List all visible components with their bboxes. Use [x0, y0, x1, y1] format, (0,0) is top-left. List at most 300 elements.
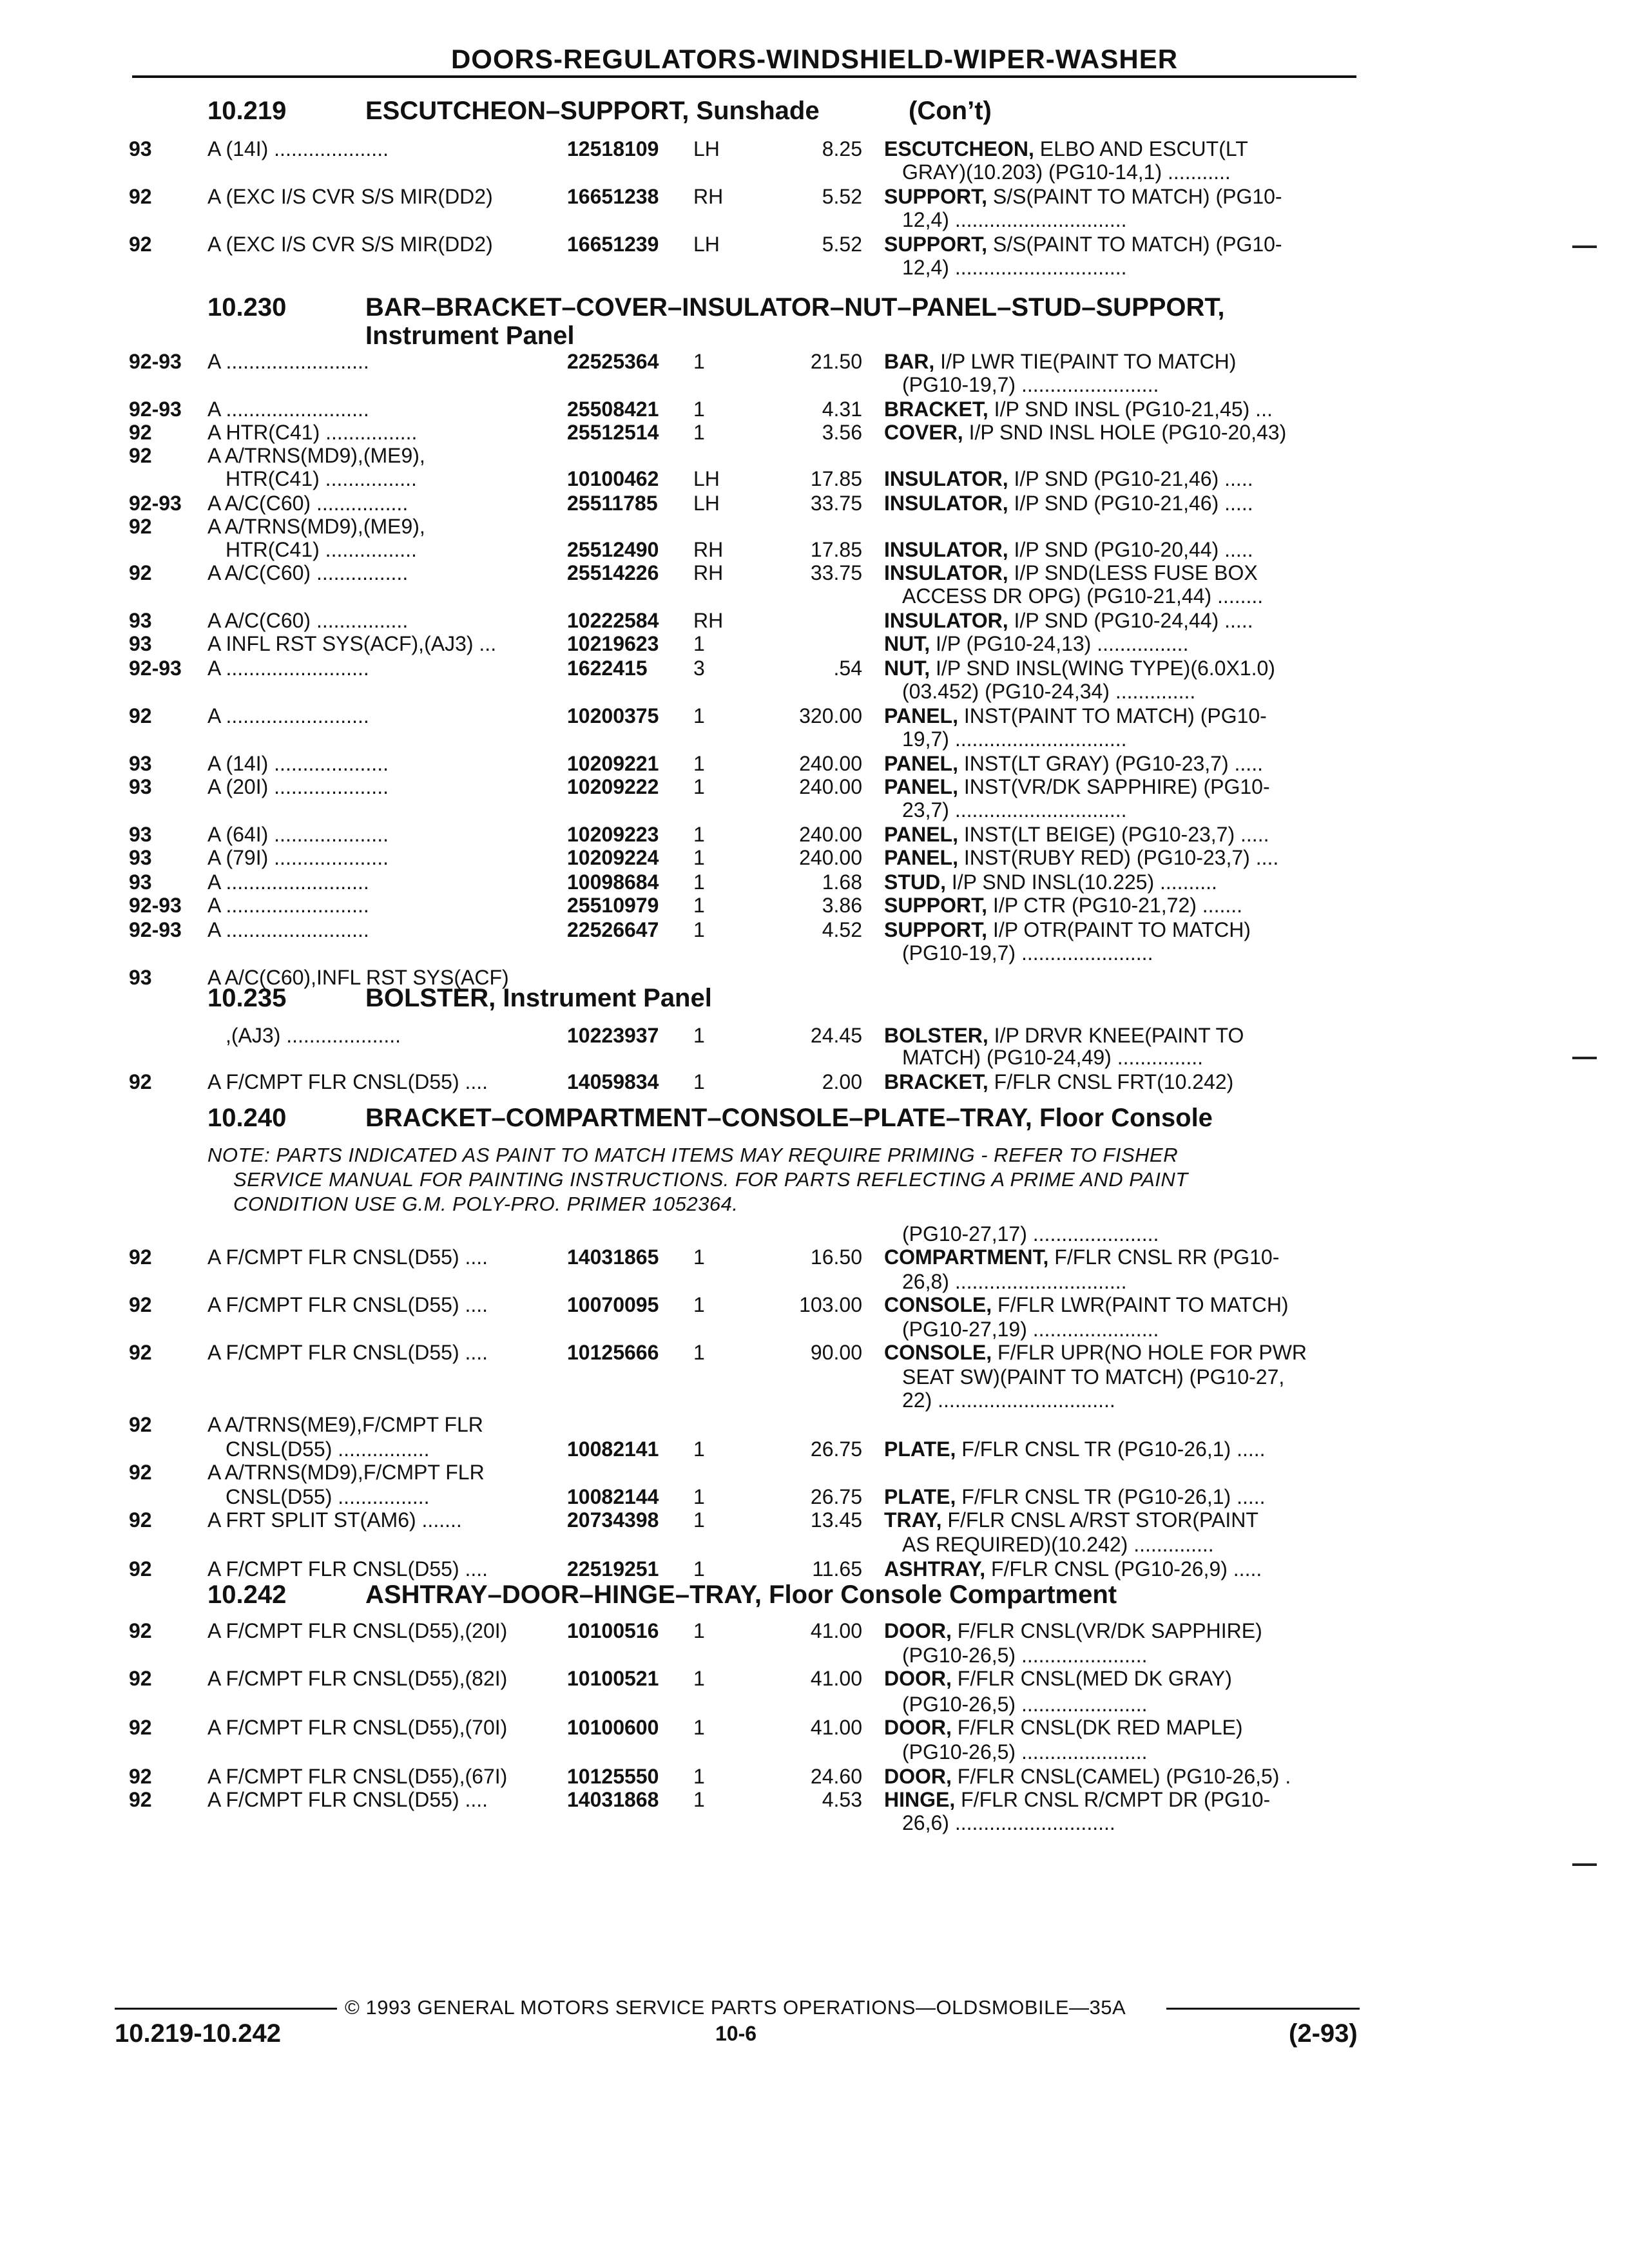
part-number: 25514226 [567, 561, 659, 584]
part-name: STUD, [884, 870, 946, 894]
table-row [0, 1245, 1629, 1271]
part-name: BOLSTER, [884, 1024, 988, 1047]
part-number: 10219623 [567, 632, 659, 655]
footer-date-code: (2-93) [1289, 2019, 1358, 2048]
application: A (14I) .................... [207, 137, 389, 160]
part-name: ESCUTCHEON, [884, 137, 1034, 160]
part-name: PANEL, [884, 775, 958, 798]
table-row [0, 1619, 1629, 1644]
part-number: 10200375 [567, 704, 659, 727]
model-year: 92 [129, 1341, 152, 1364]
table-row [0, 1532, 1629, 1558]
quantity: 1 [693, 1716, 705, 1739]
description [884, 1293, 1289, 1317]
description [902, 584, 1263, 608]
price: 13.45 [810, 1508, 862, 1532]
table-row [0, 1764, 1629, 1790]
part-name: COVER, [884, 421, 963, 444]
application: A A/C(C60) ................ [207, 492, 409, 515]
description [884, 704, 1267, 728]
description-text: (PG10-19,7) ....................... [902, 941, 1153, 965]
quantity: 1 [693, 632, 705, 655]
description-text: 22) ............................... [902, 1389, 1115, 1412]
description-text: S/S(PAINT TO MATCH) (PG10- [987, 233, 1282, 256]
table-row [0, 965, 1629, 991]
price: 41.00 [810, 1619, 862, 1642]
description [884, 845, 1278, 870]
description-text: F/FLR CNSL FRT(10.242) [988, 1070, 1234, 1093]
quantity: LH [693, 492, 720, 515]
part-name: TRAY, [884, 1508, 942, 1532]
part-number: 10082141 [567, 1437, 659, 1461]
application: A ......................... [207, 894, 369, 917]
description [902, 679, 1195, 704]
model-year: 92 [129, 1461, 152, 1484]
description [884, 561, 1258, 585]
description [884, 349, 1236, 374]
edge-mark [1572, 1863, 1597, 1866]
part-name: SUPPORT, [884, 233, 988, 256]
description-text: 26,6) ............................ [902, 1811, 1115, 1834]
table-row [0, 1740, 1629, 1765]
quantity: 1 [693, 894, 705, 917]
footer-rule-left [115, 2008, 337, 2010]
price: 17.85 [810, 467, 862, 490]
description [884, 822, 1269, 847]
quantity: 1 [693, 1557, 705, 1581]
part-name: ASHTRAY, [884, 1557, 986, 1581]
table-row [0, 1508, 1629, 1533]
footer-copyright: © 1993 GENERAL MOTORS SERVICE PARTS OPERATIONS—OLDSMOBILE—35A [345, 1996, 1126, 2019]
price: 240.00 [799, 775, 862, 798]
application: A ......................... [207, 657, 369, 680]
table-row [0, 893, 1629, 919]
table-row [0, 372, 1629, 398]
application: A (79I) .................... [207, 846, 389, 869]
model-year: 92 [129, 421, 152, 444]
description-text: ACCESS DR OPG) (PG10-21,44) ........ [902, 584, 1264, 608]
table-row [0, 184, 1629, 210]
part-name: BRACKET, [884, 398, 988, 421]
description [902, 372, 1159, 397]
model-year: 92 [129, 185, 152, 208]
table-row [0, 1365, 1629, 1390]
part-name: PANEL, [884, 823, 958, 846]
part-number: 16651239 [567, 233, 659, 256]
application: A F/CMPT FLR CNSL(D55) .... [207, 1293, 488, 1316]
part-name: DOOR, [884, 1667, 952, 1690]
section-continued: (Con’t) [909, 97, 992, 125]
table-row [0, 1811, 1629, 1836]
description [884, 631, 1188, 656]
table-row [0, 656, 1629, 682]
description-text: (03.452) (PG10-24,34) .............. [902, 680, 1196, 703]
quantity: 1 [693, 1437, 705, 1461]
part-name: SUPPORT, [884, 185, 988, 208]
price: 16.50 [810, 1245, 862, 1269]
application: A (EXC I/S CVR S/S MIR(DD2) [207, 233, 493, 256]
description-text: F/FLR CNSL(MED DK GRAY) [951, 1667, 1232, 1690]
part-name: BAR, [884, 350, 935, 373]
footer-page-number: 10-6 [715, 2022, 757, 2045]
application: A F/CMPT FLR CNSL(D55) .... [207, 1245, 488, 1269]
application: ,(AJ3) .................... [226, 1024, 401, 1047]
price: 33.75 [810, 561, 862, 584]
quantity: 1 [693, 823, 705, 846]
table-row [0, 1485, 1629, 1510]
part-number: 25512490 [567, 538, 659, 561]
description-text: (PG10-27,19) ...................... [902, 1318, 1159, 1341]
table-row [0, 420, 1629, 446]
price: 90.00 [810, 1341, 862, 1364]
description [902, 160, 1231, 184]
model-year: 92 [129, 1070, 152, 1093]
table-row [0, 466, 1629, 492]
description-text: I/P SND INSL(WING TYPE)(6.0X1.0) [930, 657, 1275, 680]
price: 8.25 [822, 137, 862, 160]
description-text: I/P SND (PG10-20,44) ..... [1008, 538, 1253, 561]
description [884, 491, 1253, 515]
section-title-line: Instrument Panel [365, 322, 575, 350]
price: 4.53 [822, 1788, 862, 1811]
description-text: 12,4) .............................. [902, 208, 1127, 231]
description [884, 1340, 1307, 1365]
part-number: 22526647 [567, 918, 659, 941]
model-year: 92 [129, 1557, 152, 1581]
table-row [0, 941, 1629, 966]
price: 24.60 [810, 1765, 862, 1788]
description-text: F/FLR CNSL R/CMPT DR (PG10- [955, 1788, 1271, 1811]
header-rule [132, 75, 1356, 78]
quantity: RH [693, 538, 724, 561]
table-row [0, 1460, 1629, 1486]
description-text: (PG10-27,17) ...................... [902, 1222, 1159, 1245]
price: 5.52 [822, 185, 862, 208]
table-row [0, 584, 1629, 610]
table-row [0, 1715, 1629, 1741]
table-row [0, 822, 1629, 848]
section-number: 10.240 [207, 1104, 287, 1132]
quantity: 1 [693, 918, 705, 941]
quantity: 1 [693, 1070, 705, 1093]
price: 3.86 [822, 894, 862, 917]
quantity: RH [693, 185, 724, 208]
description [884, 232, 1282, 256]
description [884, 656, 1275, 680]
table-row [0, 1666, 1629, 1692]
description [884, 1023, 1244, 1048]
description [884, 1787, 1270, 1812]
note-line: NOTE: PARTS INDICATED AS PAINT TO MATCH ITEMS MAY REQUIRE PRIMING - REFER TO FISHER [207, 1144, 1179, 1166]
table-row [0, 845, 1629, 871]
description [884, 1437, 1266, 1461]
quantity: 1 [693, 1765, 705, 1788]
part-name: COMPARTMENT, [884, 1245, 1049, 1269]
table-row [0, 1643, 1629, 1669]
description-text: 19,7) .............................. [902, 727, 1127, 751]
footer-rule-right [1166, 2008, 1360, 2010]
description-text: INST(RUBY RED) (PG10-23,7) .... [958, 846, 1279, 869]
price: 4.31 [822, 398, 862, 421]
description [902, 1317, 1159, 1341]
price: 41.00 [810, 1716, 862, 1739]
description-text: AS REQUIRED)(10.242) .............. [902, 1533, 1214, 1556]
description-text: SEAT SW)(PAINT TO MATCH) (PG10-27, [902, 1365, 1285, 1389]
description [902, 1740, 1148, 1764]
application: A ......................... [207, 918, 369, 941]
model-year: 92 [129, 444, 152, 467]
part-number: 25511785 [567, 492, 658, 515]
model-year: 92-93 [129, 918, 182, 941]
application: A F/CMPT FLR CNSL(D55),(20I) [207, 1619, 508, 1642]
table-row [0, 349, 1629, 375]
application: A A/C(C60) ................ [207, 561, 409, 584]
section-number: 10.242 [207, 1581, 287, 1609]
table-row [0, 608, 1629, 634]
part-number: 10209224 [567, 846, 659, 869]
table-row [0, 1317, 1629, 1343]
table-row [0, 207, 1629, 233]
description-text: 23,7) .............................. [902, 798, 1127, 822]
quantity: 1 [693, 752, 705, 775]
edge-mark [1572, 1057, 1597, 1059]
description-text: (PG10-26,5) ...................... [902, 1693, 1148, 1716]
table-row [0, 1412, 1629, 1438]
application: A A/C(C60),INFL RST SYS(ACF) [207, 966, 509, 989]
table-row [0, 1293, 1629, 1318]
model-year: 93 [129, 775, 152, 798]
description-text: I/P SND INSL HOLE (PG10-20,43) [963, 421, 1287, 444]
application: HTR(C41) ................ [226, 467, 417, 490]
table-row [0, 1222, 1629, 1247]
section-number: 10.219 [207, 97, 287, 125]
application: A F/CMPT FLR CNSL(D55) .... [207, 1557, 488, 1581]
application: A A/TRNS(MD9),F/CMPT FLR [207, 1461, 485, 1484]
model-year: 93 [129, 870, 152, 894]
description-text: F/FLR CNSL(VR/DK SAPPHIRE) [951, 1619, 1262, 1642]
description [902, 1532, 1214, 1557]
part-number: 14031868 [567, 1788, 659, 1811]
part-number: 25508421 [567, 398, 659, 421]
price: 26.75 [810, 1437, 862, 1461]
part-number: 10100521 [567, 1667, 659, 1690]
quantity: RH [693, 561, 724, 584]
table-row [0, 1340, 1629, 1366]
section-title: ESCUTCHEON–SUPPORT, Sunshade [365, 97, 820, 125]
quantity: 1 [693, 1341, 705, 1364]
description [902, 1222, 1159, 1246]
description [884, 1245, 1279, 1269]
part-name: INSULATOR, [884, 609, 1008, 632]
model-year: 92 [129, 1413, 152, 1436]
description [884, 1070, 1233, 1094]
description-text: F/FLR CNSL TR (PG10-26,1) ..... [956, 1485, 1266, 1508]
description [884, 1764, 1291, 1789]
description [884, 1619, 1262, 1643]
price: 41.00 [810, 1667, 862, 1690]
table-row [0, 679, 1629, 705]
description [884, 893, 1242, 918]
description-text: I/P SND(LESS FUSE BOX [1008, 561, 1258, 584]
part-number: 20734398 [567, 1508, 659, 1532]
quantity: 1 [693, 1619, 705, 1642]
table-row [0, 1388, 1629, 1414]
description-text: I/P SND (PG10-21,46) ..... [1008, 492, 1253, 515]
description [902, 798, 1127, 822]
part-name: INSULATOR, [884, 492, 1008, 515]
description-text: F/FLR CNSL(CAMEL) (PG10-26,5) . [951, 1765, 1291, 1788]
part-name: SUPPORT, [884, 894, 988, 917]
table-row [0, 918, 1629, 943]
part-name: HINGE, [884, 1788, 956, 1811]
description [884, 466, 1253, 491]
description-text: S/S(PAINT TO MATCH) (PG10- [987, 185, 1282, 208]
description [884, 608, 1253, 633]
description-text: INST(LT GRAY) (PG10-23,7) ..... [958, 752, 1263, 775]
price: 1.68 [822, 870, 862, 894]
quantity: 1 [693, 846, 705, 869]
model-year: 92 [129, 1788, 152, 1811]
description [902, 1692, 1148, 1716]
price: 320.00 [799, 704, 862, 727]
table-row [0, 1070, 1629, 1095]
price: 3.56 [822, 421, 862, 444]
description [884, 751, 1263, 776]
part-number: 10070095 [567, 1293, 659, 1316]
part-name: INSULATOR, [884, 561, 1008, 584]
description-text: I/P SND (PG10-24,44) ..... [1008, 609, 1253, 632]
application: A INFL RST SYS(ACF),(AJ3) ... [207, 632, 497, 655]
description-text: INST(LT BEIGE) (PG10-23,7) ..... [958, 823, 1269, 846]
part-number: 22519251 [567, 1557, 659, 1581]
price: 103.00 [799, 1293, 862, 1316]
model-year: 92 [129, 1293, 152, 1316]
quantity: 1 [693, 421, 705, 444]
application: A A/TRNS(MD9),(ME9), [207, 444, 425, 467]
part-name: INSULATOR, [884, 467, 1008, 490]
price: 4.52 [822, 918, 862, 941]
table-row [0, 137, 1629, 162]
part-number: 12518109 [567, 137, 659, 160]
table-row [0, 870, 1629, 896]
description [902, 1388, 1115, 1412]
description [884, 870, 1217, 894]
application: CNSL(D55) ................ [226, 1485, 430, 1508]
price: 240.00 [799, 846, 862, 869]
model-year: 92-93 [129, 657, 182, 680]
part-number: 25512514 [567, 421, 659, 444]
description-text: 26,8) .............................. [902, 1270, 1127, 1293]
price: 240.00 [799, 752, 862, 775]
description [884, 137, 1248, 161]
quantity: 1 [693, 870, 705, 894]
table-row [0, 1557, 1629, 1582]
model-year: 93 [129, 609, 152, 632]
part-number: 10209221 [567, 752, 659, 775]
quantity: 1 [693, 1508, 705, 1532]
description [884, 1557, 1262, 1581]
description [884, 1508, 1258, 1532]
note-line: CONDITION USE G.M. POLY-PRO. PRIMER 1052364. [233, 1193, 738, 1215]
application: A ......................... [207, 398, 369, 421]
model-year: 92 [129, 233, 152, 256]
application: A F/CMPT FLR CNSL(D55) .... [207, 1070, 488, 1093]
table-row [0, 537, 1629, 563]
quantity: 1 [693, 1293, 705, 1316]
description [902, 1811, 1115, 1835]
description-text: 12,4) .............................. [902, 256, 1127, 279]
description-text: I/P CTR (PG10-21,72) ....... [987, 894, 1243, 917]
part-number: 22525364 [567, 350, 659, 373]
section-number: 10.235 [207, 984, 287, 1012]
model-year: 92 [129, 1667, 152, 1690]
price: 2.00 [822, 1070, 862, 1093]
part-number: 10100516 [567, 1619, 659, 1642]
table-row [0, 1787, 1629, 1813]
part-number: 10100462 [567, 467, 659, 490]
description [884, 918, 1251, 942]
section-title: BRACKET–COMPARTMENT–CONSOLE–PLATE–TRAY, Floor Console [365, 1104, 1213, 1132]
part-number: 14031865 [567, 1245, 659, 1269]
description-text: I/P LWR TIE(PAINT TO MATCH) [934, 350, 1237, 373]
quantity: 1 [693, 1667, 705, 1690]
table-row [0, 798, 1629, 823]
application: CNSL(D55) ................ [226, 1437, 430, 1461]
part-name: PANEL, [884, 846, 958, 869]
description [884, 774, 1270, 799]
part-number: 14059834 [567, 1070, 659, 1093]
application: A (64I) .................... [207, 823, 389, 846]
painting-note [207, 1143, 1354, 1216]
application: A (14I) .................... [207, 752, 389, 775]
price: 26.75 [810, 1485, 862, 1508]
application: A ......................... [207, 350, 369, 373]
model-year: 92 [129, 515, 152, 538]
price: 21.50 [810, 350, 862, 373]
description [902, 1269, 1127, 1294]
part-name: NUT, [884, 657, 930, 680]
description-text: I/P (PG10-24,13) ................ [930, 632, 1189, 655]
part-number: 10082144 [567, 1485, 659, 1508]
description-text: I/P SND INSL (PG10-21,45) ... [988, 398, 1273, 421]
description [884, 420, 1286, 445]
part-number: 1622415 [567, 657, 648, 680]
application: A (EXC I/S CVR S/S MIR(DD2) [207, 185, 493, 208]
table-row [0, 160, 1629, 186]
application: A F/CMPT FLR CNSL(D55),(67I) [207, 1765, 508, 1788]
section-title: ASHTRAY–DOOR–HINGE–TRAY, Floor Console Compartment [365, 1581, 1117, 1609]
description-text: F/FLR CNSL TR (PG10-26,1) ..... [956, 1437, 1266, 1461]
table-row [0, 704, 1629, 729]
table-row [0, 255, 1629, 281]
description-text: MATCH) (PG10-24,49) ............... [902, 1046, 1204, 1069]
part-name: CONSOLE, [884, 1341, 992, 1364]
table-row [0, 561, 1629, 586]
application: A ......................... [207, 870, 369, 894]
description-text: GRAY)(10.203) (PG10-14,1) ........... [902, 160, 1231, 184]
model-year: 92-93 [129, 894, 182, 917]
description [884, 537, 1253, 562]
quantity: 1 [693, 350, 705, 373]
application: HTR(C41) ................ [226, 538, 417, 561]
quantity: 1 [693, 1245, 705, 1269]
part-name: PANEL, [884, 704, 958, 727]
description [884, 1715, 1243, 1740]
table-row [0, 491, 1629, 517]
quantity: 1 [693, 704, 705, 727]
price: 33.75 [810, 492, 862, 515]
model-year: 92 [129, 1508, 152, 1532]
